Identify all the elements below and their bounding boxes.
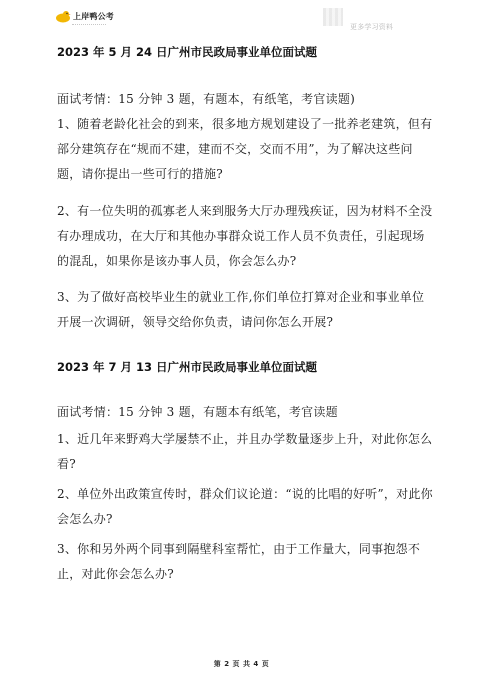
question-item: 3、你和另外两个同事到隔壁科室帮忙，由于工作量大，同事抱怨不止，对此你会怎么办?: [57, 542, 421, 581]
duck-logo-icon: [55, 10, 71, 23]
section-intro: 面试考情：15 分钟 3 题，有题本有纸笔，考官读题: [57, 405, 338, 419]
section-title: 2023 年 7 月 13 日广州市民政局事业单位面试题: [57, 360, 318, 374]
question-item: 3、为了做好高校毕业生的就业工作,你们单位打算对企业和事业单位开展一次调研，领导交给你负责，请问你怎么开展?: [57, 290, 425, 329]
page-number: 第 2 页 共 4 页: [213, 660, 270, 668]
question-item: 1、近几年来野鸡大学屡禁不止，并且办学数量逐步上升，对此你怎么看?: [57, 432, 433, 471]
logo-text: 上岸鸭公考: [73, 12, 114, 21]
section-intro: 面试考情：15 分钟 3 题，有题本，有纸笔，考官读题): [57, 92, 356, 106]
logo-underline: [72, 24, 106, 28]
watermark-text: 更多学习资料: [350, 23, 394, 31]
question-item: 2、单位外出政策宣传时，群众们议论道：“说的比唱的好听”，对此你会怎么办?: [57, 487, 433, 526]
question-item: 2、有一位失明的孤寡老人来到服务大厅办理残疾证，因为材料不全没有办理成功，在大厅和其他办事群众说工作人员不负责任，引起现场的混乱，如果你是该办事人员，你会怎么办?: [57, 204, 433, 268]
logo: [55, 10, 114, 23]
watermark-qr-icon: [323, 8, 343, 26]
section-title: 2023 年 5 月 24 日广州市民政局事业单位面试题: [57, 45, 318, 59]
page-header: [0, 0, 483, 34]
question-item: 1、随着老龄化社会的到来，很多地方规划建设了一批养老建筑，但有部分建筑存在“规而不建，建而不交，交而不用”，为了解决这些问题，请你提出一些可行的措施?: [57, 117, 433, 181]
